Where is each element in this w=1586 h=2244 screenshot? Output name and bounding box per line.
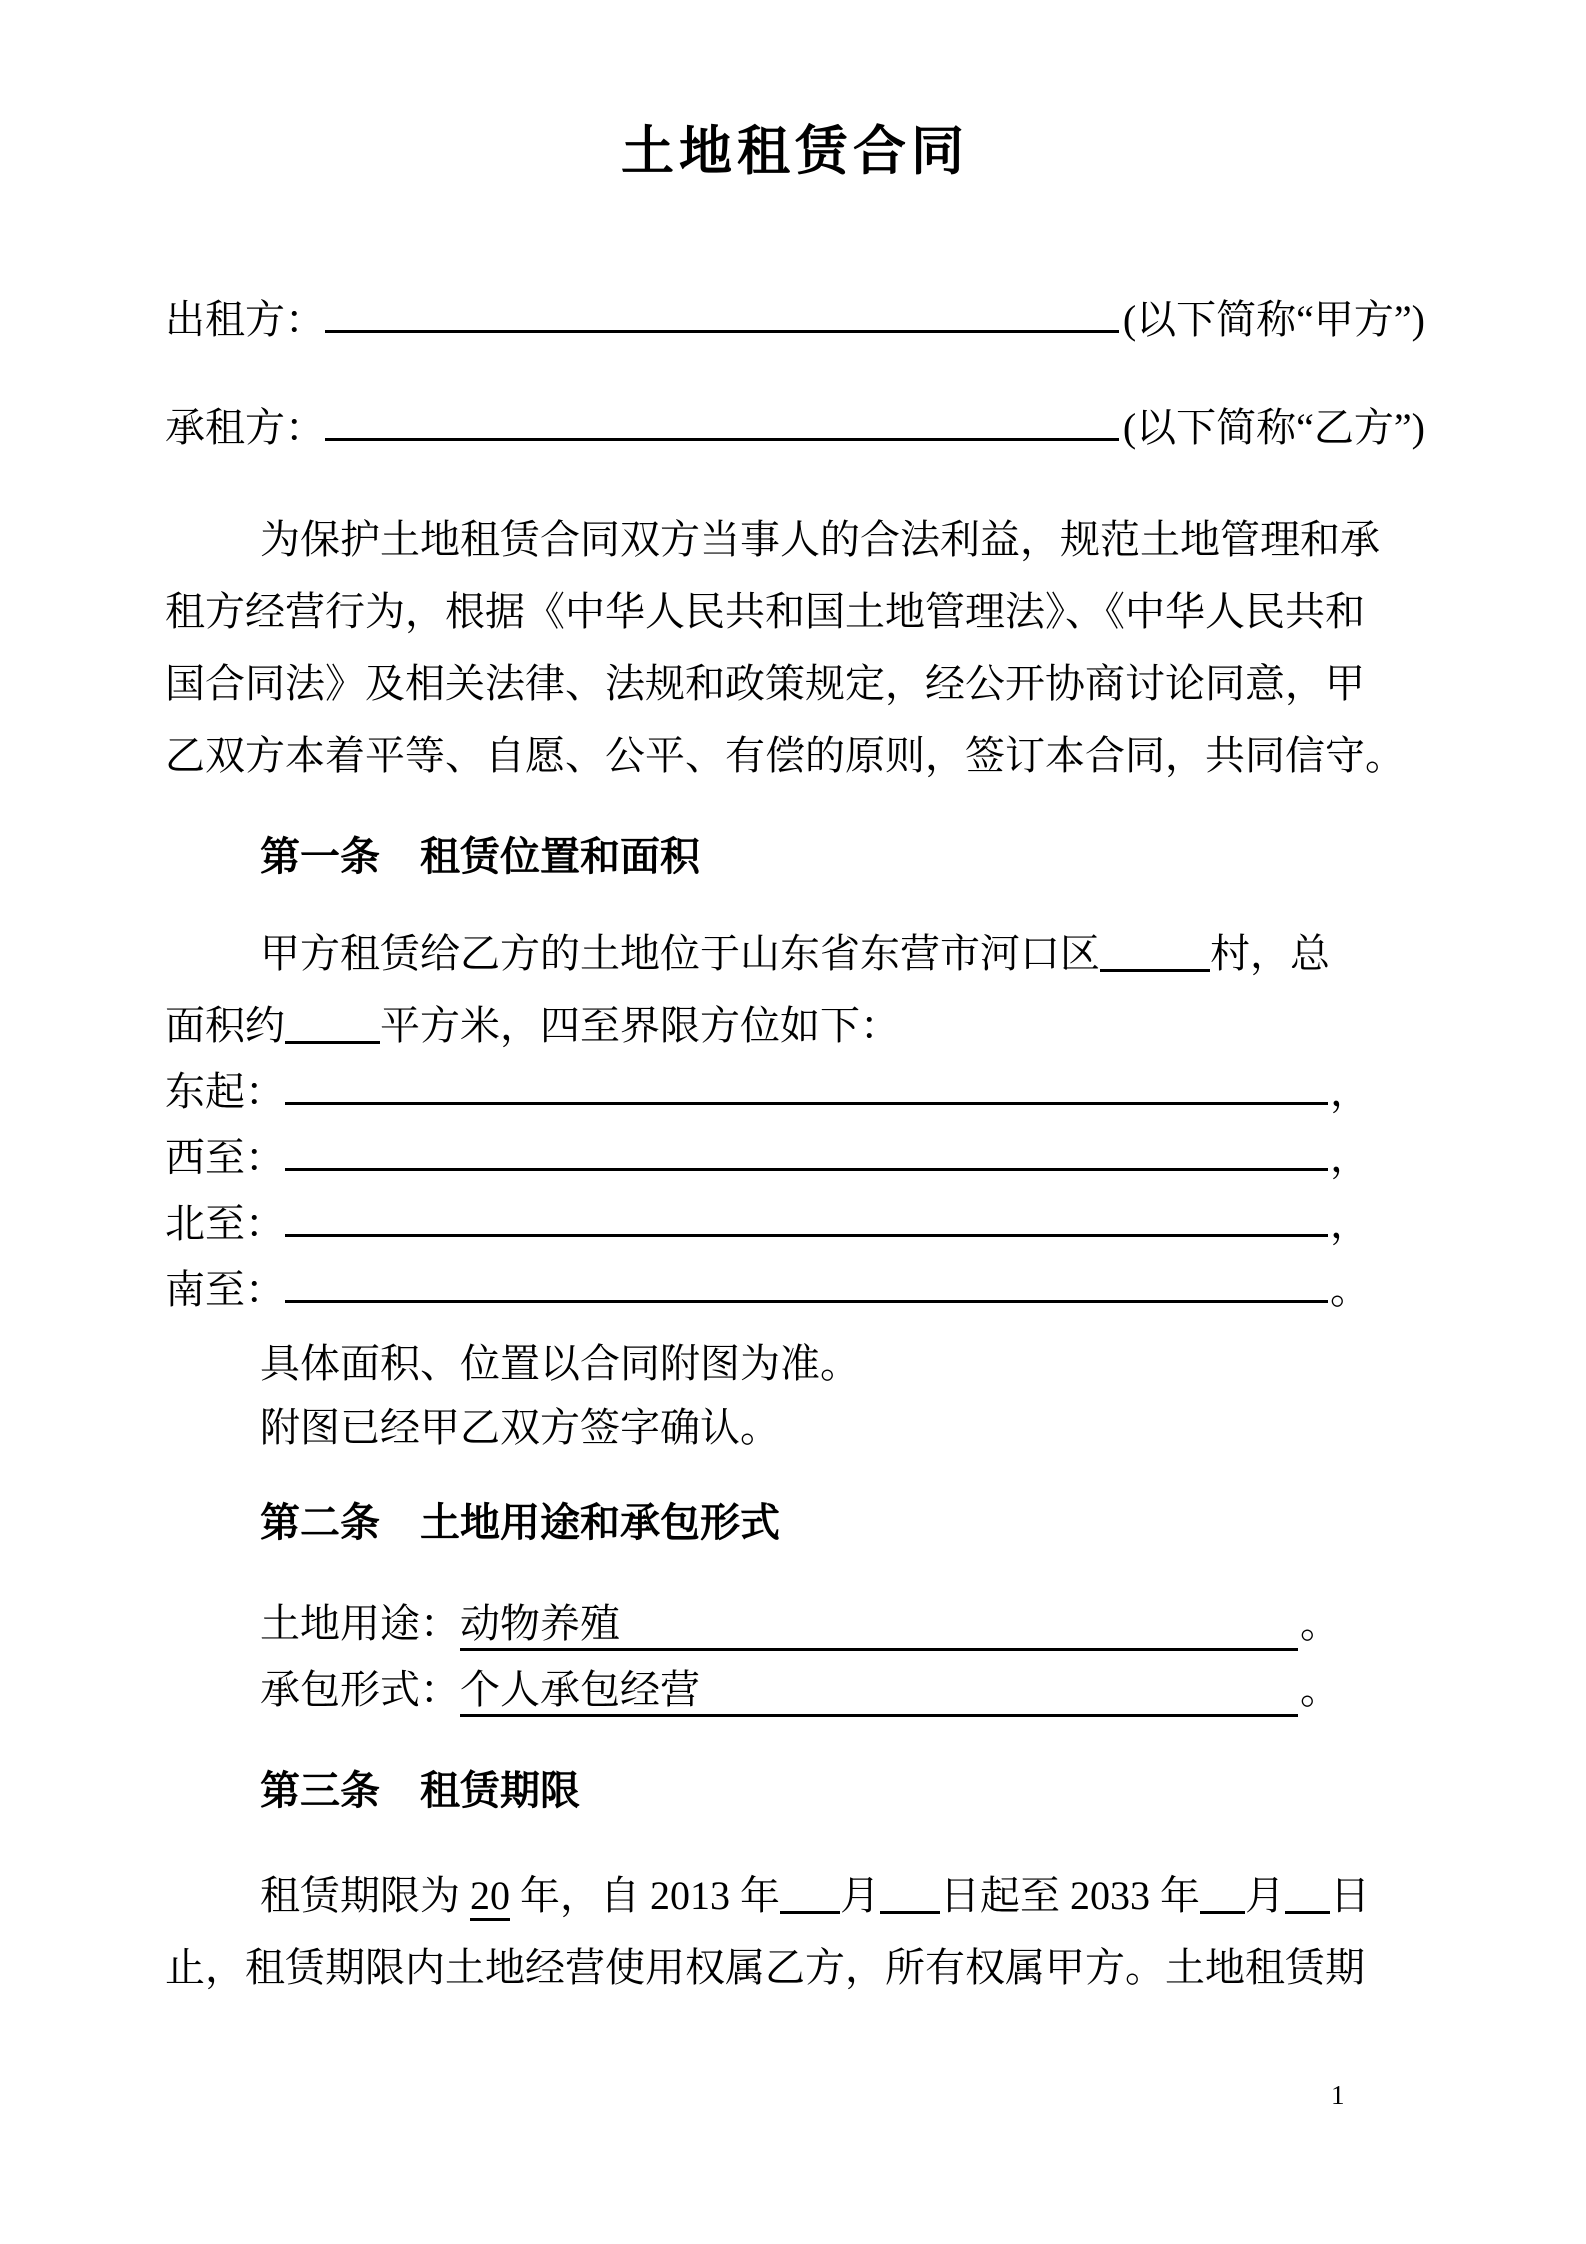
boundary-label: 西至： — [165, 1135, 285, 1180]
lessor-label: 出租方： — [165, 297, 325, 342]
term-years-value: 20 — [470, 1873, 510, 1921]
start-month-blank — [780, 1911, 840, 1914]
lessor-alias-note: (以下简称“甲方”) — [1122, 297, 1425, 342]
page-number: 1 — [1331, 2080, 1345, 2110]
term-text: 月 — [840, 1873, 880, 1918]
lessee-alias-note: (以下简称“乙方”) — [1122, 405, 1425, 450]
boundary-north-blank — [285, 1232, 1328, 1237]
preamble-line: 为保护土地租赁合同双方当事人的合法利益，规范土地管理和承 — [260, 517, 1380, 562]
lessor-row — [165, 296, 1425, 344]
boundary-row-north — [165, 1200, 1425, 1248]
boundary-punct: ， — [1330, 1069, 1370, 1114]
end-month-blank — [1200, 1911, 1245, 1914]
land-usage-row — [165, 1600, 1425, 1648]
term-text: 年，自 2013 年 — [510, 1873, 780, 1918]
intro-text: 平方米，四至界限方位如下： — [380, 1003, 900, 1048]
boundary-label: 北至： — [165, 1201, 285, 1246]
boundary-label: 南至： — [165, 1267, 285, 1312]
article1-heading: 第一条 租赁位置和面积 — [260, 834, 700, 879]
article1-intro-line — [165, 990, 1425, 1062]
lessee-label: 承租方： — [165, 405, 325, 450]
contract-form-value: 个人承包经营 — [460, 1667, 700, 1712]
boundary-row-east — [165, 1068, 1425, 1116]
land-usage-punct: 。 — [1300, 1601, 1340, 1646]
area-blank — [285, 1041, 380, 1044]
area-note: 具体面积、位置以合同附图为准。 — [260, 1341, 860, 1386]
boundary-punct: 。 — [1330, 1267, 1370, 1312]
article2-heading: 第二条 土地用途和承包形式 — [260, 1500, 780, 1545]
village-blank — [1100, 969, 1210, 972]
preamble-paragraph — [165, 504, 1425, 792]
map-note: 附图已经甲乙双方签字确认。 — [260, 1405, 780, 1450]
article3-line: 止，租赁期限内土地经营使用权属乙方，所有权属甲方。土地租赁期 — [165, 1945, 1365, 1990]
start-day-blank — [880, 1911, 940, 1914]
boundary-punct: ， — [1330, 1135, 1370, 1180]
land-usage-label: 土地用途： — [260, 1601, 460, 1646]
boundary-row-west — [165, 1134, 1425, 1182]
contract-form-label: 承包形式： — [260, 1667, 460, 1712]
article2-body — [165, 1600, 1425, 1714]
article1-intro-paragraph — [165, 918, 1425, 1062]
term-text: 日起至 2033 年 — [940, 1873, 1200, 1918]
boundary-east-blank — [285, 1100, 1328, 1105]
article1-intro-line — [165, 918, 1425, 990]
intro-text: 村，总 — [1210, 931, 1330, 976]
boundary-row-south — [165, 1266, 1425, 1314]
article3-heading: 第三条 租赁期限 — [260, 1768, 580, 1813]
document-title: 土地租赁合同 — [621, 123, 969, 181]
end-day-blank — [1285, 1911, 1330, 1914]
land-usage-value: 动物养殖 — [460, 1601, 620, 1646]
contract-form-punct: 。 — [1300, 1667, 1340, 1712]
term-text: 月 — [1245, 1873, 1285, 1918]
lessor-name-blank — [325, 328, 1119, 333]
term-text: 日 — [1330, 1873, 1370, 1918]
boundary-list — [165, 1068, 1425, 1314]
preamble-line: 乙双方本着平等、自愿、公平、有偿的原则，签订本合同，共同信守。 — [165, 733, 1405, 778]
land-usage-blank — [460, 1600, 1298, 1651]
intro-text: 面积约 — [165, 1003, 285, 1048]
preamble-line: 国合同法》及相关法律、法规和政策规定，经公开协商讨论同意，甲 — [165, 661, 1365, 706]
term-text: 租赁期限为 — [260, 1873, 470, 1918]
lessee-name-blank — [325, 436, 1119, 441]
article3-paragraph — [165, 1860, 1425, 2004]
lessee-row — [165, 404, 1425, 452]
boundary-punct: ， — [1330, 1201, 1370, 1246]
boundary-label: 东起： — [165, 1069, 285, 1114]
preamble-line: 租方经营行为，根据《中华人民共和国土地管理法》、《中华人民共和 — [165, 589, 1365, 634]
intro-text: 甲方租赁给乙方的土地位于山东省东营市河口区 — [260, 931, 1100, 976]
boundary-south-blank — [285, 1298, 1328, 1303]
contract-form-blank — [460, 1666, 1298, 1717]
article3-line — [165, 1860, 1425, 1932]
boundary-west-blank — [285, 1166, 1328, 1171]
contract-form-row — [165, 1666, 1425, 1714]
